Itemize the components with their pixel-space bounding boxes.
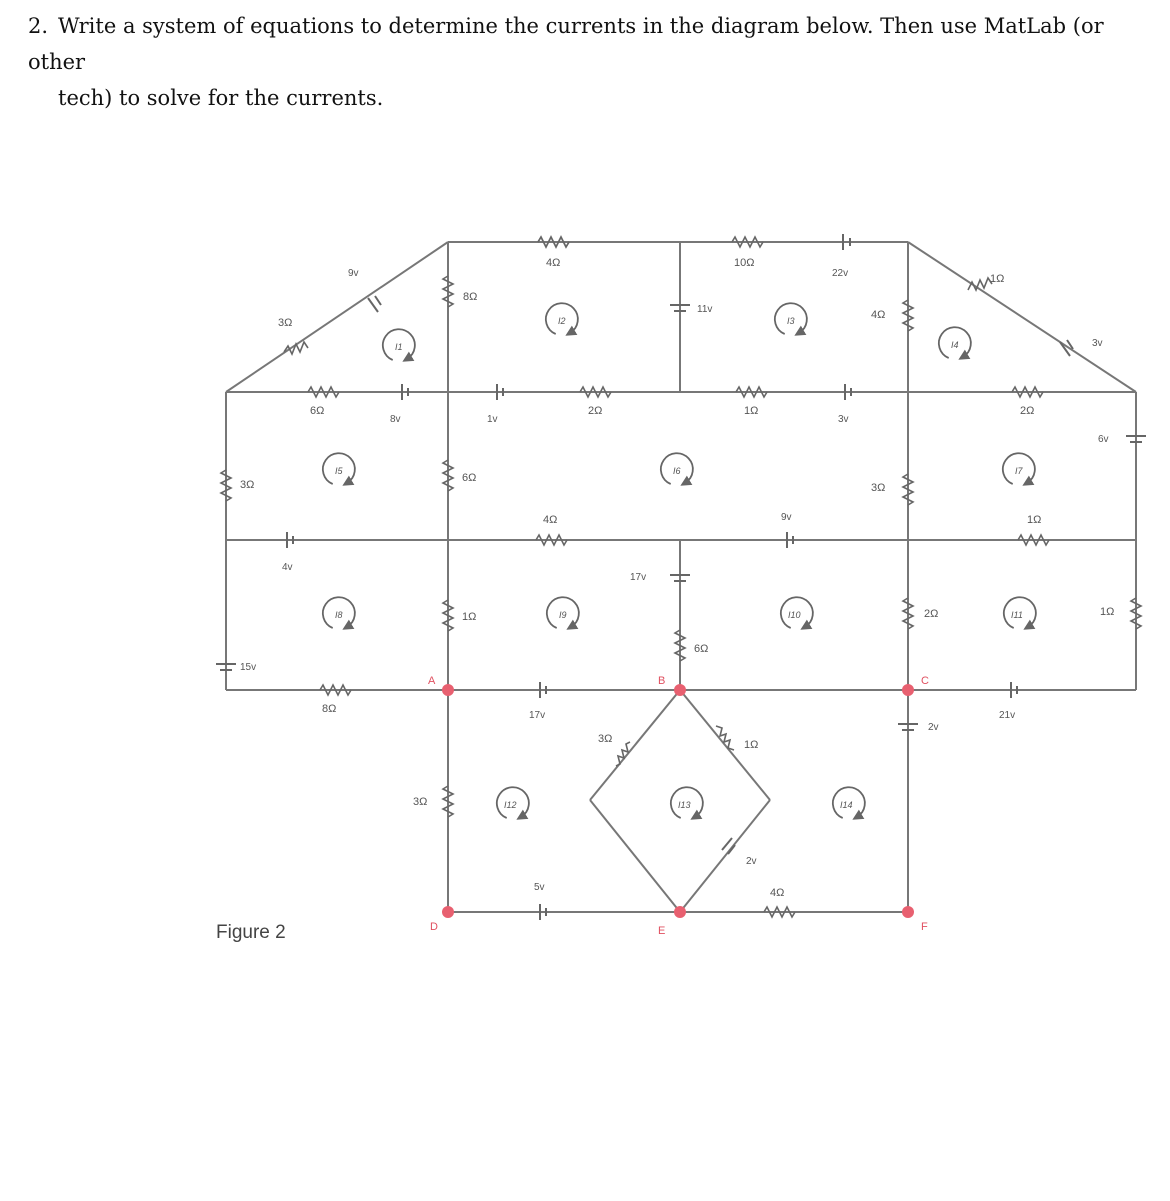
- resistor-6-vertical-center: [675, 630, 685, 661]
- source-21v-label: 21v: [999, 710, 1016, 721]
- resistor-1-vertical: [443, 600, 453, 631]
- resistor-4-bottom: [764, 907, 795, 917]
- node-e-label: E: [658, 925, 666, 937]
- node-f-label: F: [921, 921, 928, 933]
- resistor-6-row1-label: 6Ω: [310, 405, 325, 417]
- resistor-4-row2-label: 4Ω: [543, 514, 558, 526]
- source-5v-label: 5v: [534, 882, 545, 893]
- node-f-dot: [902, 906, 914, 918]
- resistor-1-vertical-label: 1Ω: [462, 611, 477, 623]
- resistor-3-vertical-d: [443, 786, 453, 817]
- source-1v-label: 1v: [487, 414, 498, 425]
- source-2v-diamond-label: 2v: [746, 856, 757, 867]
- loop-i7-label: I7: [1015, 466, 1023, 476]
- resistor-top-right-1-label: 1Ω: [990, 273, 1005, 285]
- resistor-6-row1: [308, 387, 339, 397]
- loop-i3-label: I3: [787, 316, 795, 326]
- resistor-1-row1: [736, 387, 767, 397]
- resistor-top-10: [732, 237, 763, 247]
- source-4v-label: 4v: [282, 562, 293, 573]
- resistor-4-vertical-right: [903, 300, 913, 331]
- node-c-dot: [902, 684, 914, 696]
- resistor-8-vertical-label: 8Ω: [463, 291, 478, 303]
- resistor-8-vertical: [443, 276, 453, 307]
- resistor-4-bottom-label: 4Ω: [770, 887, 785, 899]
- source-9v-label: 9v: [348, 268, 359, 279]
- node-a-dot: [442, 684, 454, 696]
- resistor-4-vertical-right-label: 4Ω: [871, 309, 886, 321]
- node-e-dot: [674, 906, 686, 918]
- resistor-1-row1-label: 1Ω: [744, 405, 759, 417]
- resistor-1-row2-right: [1018, 535, 1049, 545]
- figure-caption: Figure 2: [216, 922, 286, 943]
- loop-i5-label: I5: [335, 466, 343, 476]
- resistor-2-row1-right: [1012, 387, 1043, 397]
- node-b-dot: [674, 684, 686, 696]
- source-11v-label: 11v: [697, 304, 713, 315]
- source-6v-label: 6v: [1098, 434, 1109, 445]
- resistor-3-vertical-d-label: 3Ω: [413, 796, 428, 808]
- loop-i1-label: I1: [395, 342, 403, 352]
- node-b-label: B: [658, 675, 666, 687]
- loop-i4-label: I4: [951, 340, 959, 350]
- resistor-2-row1-label: 2Ω: [588, 405, 603, 417]
- resistor-1-diamond-label: 1Ω: [744, 739, 759, 751]
- source-17v-vertical-label: 17v: [630, 572, 647, 583]
- resistor-6-vertical-label: 6Ω: [462, 472, 477, 484]
- loop-i13-label: I13: [678, 800, 691, 810]
- resistor-2-row1: [580, 387, 611, 397]
- resistor-top-4-label: 4Ω: [546, 257, 561, 269]
- battery-9v-symbol: [368, 296, 381, 312]
- resistor-2-row1-right-label: 2Ω: [1020, 405, 1035, 417]
- source-15v-label: 15v: [240, 662, 257, 673]
- resistor-1-far-right: [1131, 598, 1141, 629]
- source-17v-bottom-label: 17v: [529, 710, 546, 721]
- resistor-3-left-label: 3Ω: [240, 479, 255, 491]
- node-d-label: D: [430, 921, 438, 933]
- resistor-2-vertical-c-label: 2Ω: [924, 608, 939, 620]
- wire-network: [226, 242, 1136, 912]
- resistor-6-vertical-center-label: 6Ω: [694, 643, 709, 655]
- loop-i8-label: I8: [335, 610, 343, 620]
- source-2v-c-label: 2v: [928, 722, 939, 733]
- resistor-3-diagonal-top: [284, 342, 308, 354]
- node-a-label: A: [428, 675, 436, 687]
- resistor-3-diamond-label: 3Ω: [598, 733, 613, 745]
- resistor-4-row2: [536, 535, 567, 545]
- resistor-6-vertical: [443, 460, 453, 491]
- loop-i12-label: I12: [504, 800, 517, 810]
- loop-i9-label: I9: [559, 610, 567, 620]
- resistor-8-row3-label: 8Ω: [322, 703, 337, 715]
- resistor-8-row3: [320, 685, 351, 695]
- resistor-3-vertical-right-label: 3Ω: [871, 482, 886, 494]
- source-3v-label: 3v: [838, 414, 849, 425]
- node-d-dot: [442, 906, 454, 918]
- resistor-3-top-left-label: 3Ω: [278, 317, 293, 329]
- loop-i10-label: I10: [788, 610, 801, 620]
- resistor-3-left: [221, 470, 231, 501]
- resistor-2-vertical-c: [903, 598, 913, 629]
- resistor-top-10-label: 10Ω: [734, 257, 755, 269]
- loop-i2-label: I2: [558, 316, 566, 326]
- source-22v-label: 22v: [832, 268, 849, 279]
- problem-line-2: tech) to solve for the currents.: [58, 86, 384, 110]
- resistor-1-far-right-label: 1Ω: [1100, 606, 1115, 618]
- problem-number: 2.: [28, 14, 49, 38]
- source-9v-mid-label: 9v: [781, 512, 792, 523]
- loop-i6-label: I6: [673, 466, 681, 476]
- problem-line-1: Write a system of equations to determine the currents in the diagram below. Then use MatLab (or other: [28, 14, 1104, 74]
- loop-i11-label: I11: [1011, 610, 1023, 620]
- node-c-label: C: [921, 675, 929, 687]
- loop-i14-label: I14: [840, 800, 853, 810]
- source-3v-diag-label: 3v: [1092, 338, 1103, 349]
- resistor-1-row2-right-label: 1Ω: [1027, 514, 1042, 526]
- resistor-3-vertical-right: [903, 474, 913, 505]
- source-8v-label: 8v: [390, 414, 401, 425]
